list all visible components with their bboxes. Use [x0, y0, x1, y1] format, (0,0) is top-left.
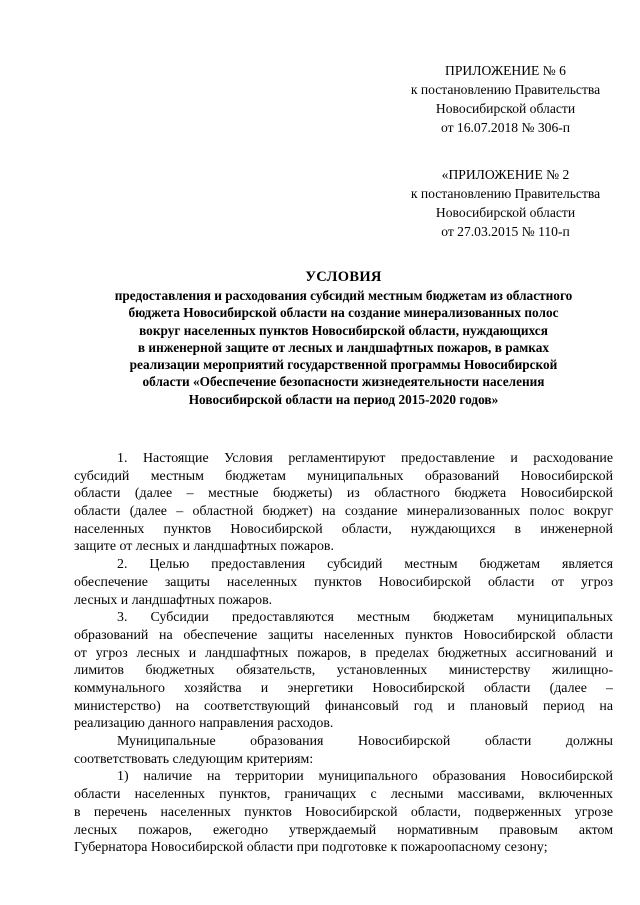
- text-line: населенных пунктов Новосибирской области, нуждающихся в инженерной: [74, 521, 613, 537]
- document-body: [74, 450, 613, 857]
- text-line: 1. Настоящие Условия регламентируют предоставление и расходование: [117, 451, 613, 466]
- text-line: Муниципальные образования Новосибирской области должны: [117, 734, 613, 750]
- paragraph-3: [74, 609, 613, 733]
- text-line: соответствовать следующим критериям:: [74, 751, 314, 767]
- paragraph-5: [74, 768, 613, 856]
- document-title: [60, 267, 627, 408]
- appendix-2-title: «ПРИЛОЖЕНИЕ № 2: [441, 167, 570, 182]
- title-line: вокруг населенных пунктов Новосибирской области, нуждающихся: [139, 322, 548, 338]
- text-line: Губернатора Новосибирской области при подготовке к пожароопасному сезону;: [74, 840, 548, 856]
- text-line: от угроз лесных и ландшафтных пожаров, в пределах бюджетных ассигнований и: [74, 645, 613, 661]
- text-line: коммунального хозяйства и энергетики Новосибирской области (далее –: [74, 680, 613, 696]
- title-heading: УСЛОВИЯ: [305, 269, 382, 285]
- appendix-6-date: от 16.07.2018 № 306-п: [440, 120, 571, 135]
- title-line: Новосибирской области на период 2015-2020 годов»: [188, 391, 499, 407]
- appendix-2-header: [378, 165, 633, 241]
- appendix-6-region: Новосибирской области: [435, 101, 576, 116]
- text-line: лесных и ландшафтных пожаров.: [74, 592, 273, 608]
- paragraph-1: [74, 450, 613, 556]
- title-line: в инженерной защите от лесных и ландшафтных пожаров, в рамках: [137, 339, 550, 355]
- text-line: субсидий местным бюджетам муниципальных образований Новосибирской: [74, 468, 613, 484]
- text-line: лесных пожаров, ежегодно утверждаемый нормативным правовым актом: [74, 822, 613, 838]
- appendix-6-title: ПРИЛОЖЕНИЕ № 6: [445, 63, 566, 78]
- text-line: 2. Целью предоставления субсидий местным бюджетам является: [117, 557, 613, 573]
- text-line: 1) наличие на территории муниципального образования Новосибирской: [117, 769, 613, 785]
- text-line: области населенных пунктов, граничащих с лесными массивами, включенных: [74, 787, 613, 803]
- paragraph-2: [74, 556, 613, 609]
- title-line: области «Обеспечение безопасности жизнедеятельности населения: [142, 374, 545, 390]
- text-line: реализацию данного направления расходов.: [74, 716, 334, 732]
- text-line: образований на обеспечение защиты населенных пунктов Новосибирской области: [74, 627, 613, 643]
- appendix-2-region: Новосибирской области: [435, 205, 576, 220]
- text-line: лимитов бюджетных обязательств, установленных министерству жилищно-: [74, 663, 613, 679]
- text-line: области (далее – областной бюджет) на создание минерализованных полос вокруг: [74, 504, 613, 520]
- text-line: 3. Субсидии предоставляются местным бюджетам муниципальных: [117, 610, 613, 626]
- title-line: реализации мероприятий государственной программы Новосибирской: [129, 357, 558, 373]
- paragraph-4: [74, 733, 613, 768]
- text-line: министерство) на соответствующий финансовый год и плановый период на: [74, 698, 613, 714]
- text-line: защите от лесных и ландшафтных пожаров.: [74, 539, 334, 555]
- appendix-2-date: от 27.03.2015 № 110-п: [441, 224, 570, 239]
- text-line: в перечень населенных пунктов Новосибирской области, подверженных угрозе: [74, 804, 613, 820]
- text-line: области (далее – местные бюджеты) из областного бюджета Новосибирской: [74, 486, 613, 502]
- appendix-2-ref: к постановлению Правительства: [410, 186, 601, 201]
- title-line: предоставления и расходования субсидий местным бюджетам из областного: [114, 288, 573, 303]
- title-line: бюджета Новосибирской области на создание минерализованных полос: [128, 305, 559, 321]
- appendix-6-ref: к постановлению Правительства: [410, 82, 601, 97]
- appendix-6-header: [378, 61, 633, 137]
- text-line: обеспечение защиты населенных пунктов Новосибирской области от угроз: [74, 574, 613, 590]
